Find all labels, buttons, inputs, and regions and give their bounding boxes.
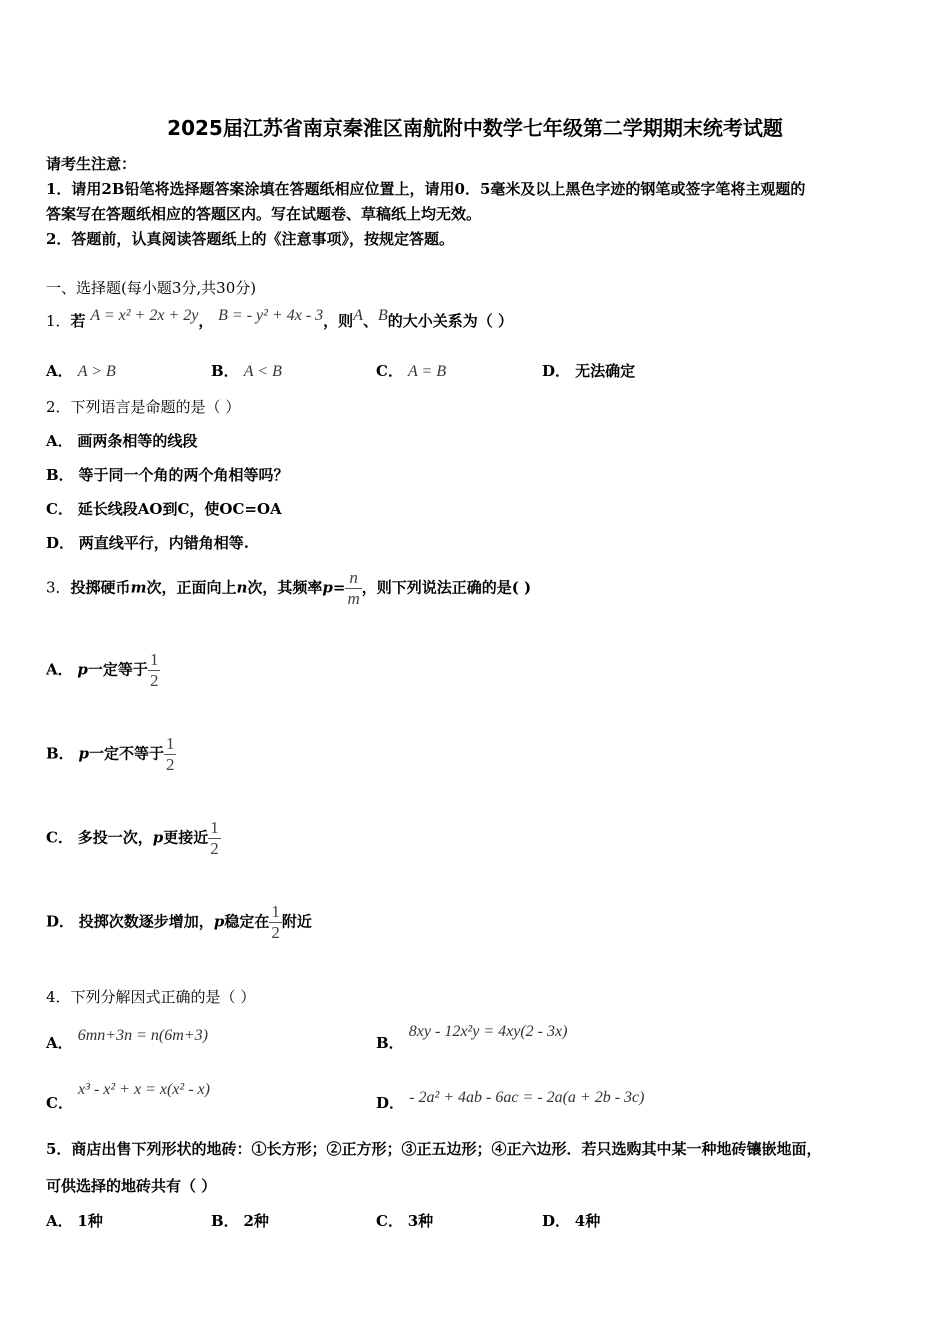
q3-option-c: C． 多投一次，p更接近 $\frac{1}{2}$	[46, 818, 219, 858]
notice-line-1: 1．请用2B铅笔将选择题答案涂填在答题纸相应位置上，请用0．5毫米及以上黑色字迹的钢笔或签字笔将主观题的	[46, 180, 806, 198]
q1-option-d: D． 无法确定	[542, 362, 636, 380]
q5-option-c: C． 3种	[376, 1212, 434, 1230]
q4-option-c: C． x³ - x² + x = x(x² - x)	[46, 1081, 210, 1112]
q2-option-c: C． 延长线段AO到C，使OC=OA	[46, 500, 282, 518]
q4-option-d: D． - 2a² + 4ab - 6ac = - 2a(a + 2b - 3c)	[376, 1089, 645, 1112]
q5-option-b: B． 2种	[211, 1212, 269, 1230]
q2-option-b: B． 等于同一个角的两个角相等吗？	[46, 466, 289, 484]
q5-option-a: A． 1种	[46, 1212, 103, 1230]
page-title: 2025届江苏省南京秦淮区南航附中数学七年级第二学期期末统考试题	[167, 116, 783, 140]
q1-comma: ，	[198, 312, 214, 330]
q3-option-b: B． p一定不等于 $\frac{1}{2}$	[46, 734, 175, 774]
q1-mid: ，则	[323, 312, 354, 330]
q3-option-a: A． p一定等于 $\frac{1}{2}$	[46, 650, 159, 690]
q4-option-b: B． 8xy - 12x²y = 4xy(2 - 3x)	[376, 1023, 568, 1052]
q2-option-d: D． 两直线平行，内错角相等.	[46, 534, 250, 552]
half-fraction: $\frac{1}{2}$	[210, 818, 219, 858]
half-fraction: $\frac{1}{2}$	[271, 902, 280, 942]
question-4-stem: 4．下列分解因式正确的是（ ）	[46, 988, 256, 1006]
question-5-stem: 5．商店出售下列形状的地砖：①长方形；②正方形；③正五边形；④正六边形．若只选购其中某一种地砖镶嵌地面，	[46, 1140, 822, 1158]
notice-line-1b: 答案写在答题纸相应的答题区内。写在试题卷、草稿纸上均无效。	[46, 205, 482, 223]
q1-number: 1．	[46, 312, 71, 330]
question-1-stem	[46, 307, 513, 331]
q1-sep: 、	[362, 312, 378, 330]
q2-option-a: A． 画两条相等的线段	[46, 432, 198, 450]
q3-option-d: D． 投掷次数逐步增加，p稳定在 $\frac{1}{2}$ 附近	[46, 902, 312, 942]
q1-var-b: B	[377, 307, 388, 324]
q1-expr-b: B = - y² + 4x - 3	[218, 307, 324, 324]
question-5-stem-2: 可供选择的地砖共有（ ）	[46, 1177, 217, 1195]
q4-option-a: A． 6mn+3n = n(6m+3)	[46, 1027, 208, 1052]
q1-pre: 若	[70, 312, 86, 330]
q3-fraction: $\frac{n}{m}$	[347, 568, 360, 608]
section-heading: 一、选择题(每小题3分,共30分)	[46, 279, 257, 297]
q1-post: 的大小关系为（ ）	[387, 312, 513, 330]
question-2-stem: 2．下列语言是命题的是（ ）	[46, 398, 241, 416]
half-fraction: $\frac{1}{2}$	[149, 650, 159, 690]
q1-option-a: A． A > B	[46, 362, 116, 380]
notice-heading: 请考生注意：	[46, 155, 137, 173]
q1-option-c: C． A = B	[376, 362, 447, 380]
q1-var-a: A	[353, 307, 363, 324]
notice-line-2: 2．答题前，认真阅读答题纸上的《注意事项》，按规定答题。	[46, 230, 454, 248]
q1-expr-a: A = x² + 2x + 2y	[90, 307, 199, 324]
question-3-stem: 3．投掷硬币m次，正面向上n次，其频率p= $\frac{n}{m}$ ，则下列说法正确的是( )	[46, 568, 532, 608]
half-fraction: $\frac{1}{2}$	[165, 734, 175, 774]
q1-option-b: B． A < B	[211, 362, 282, 380]
q5-option-d: D． 4种	[542, 1212, 601, 1230]
